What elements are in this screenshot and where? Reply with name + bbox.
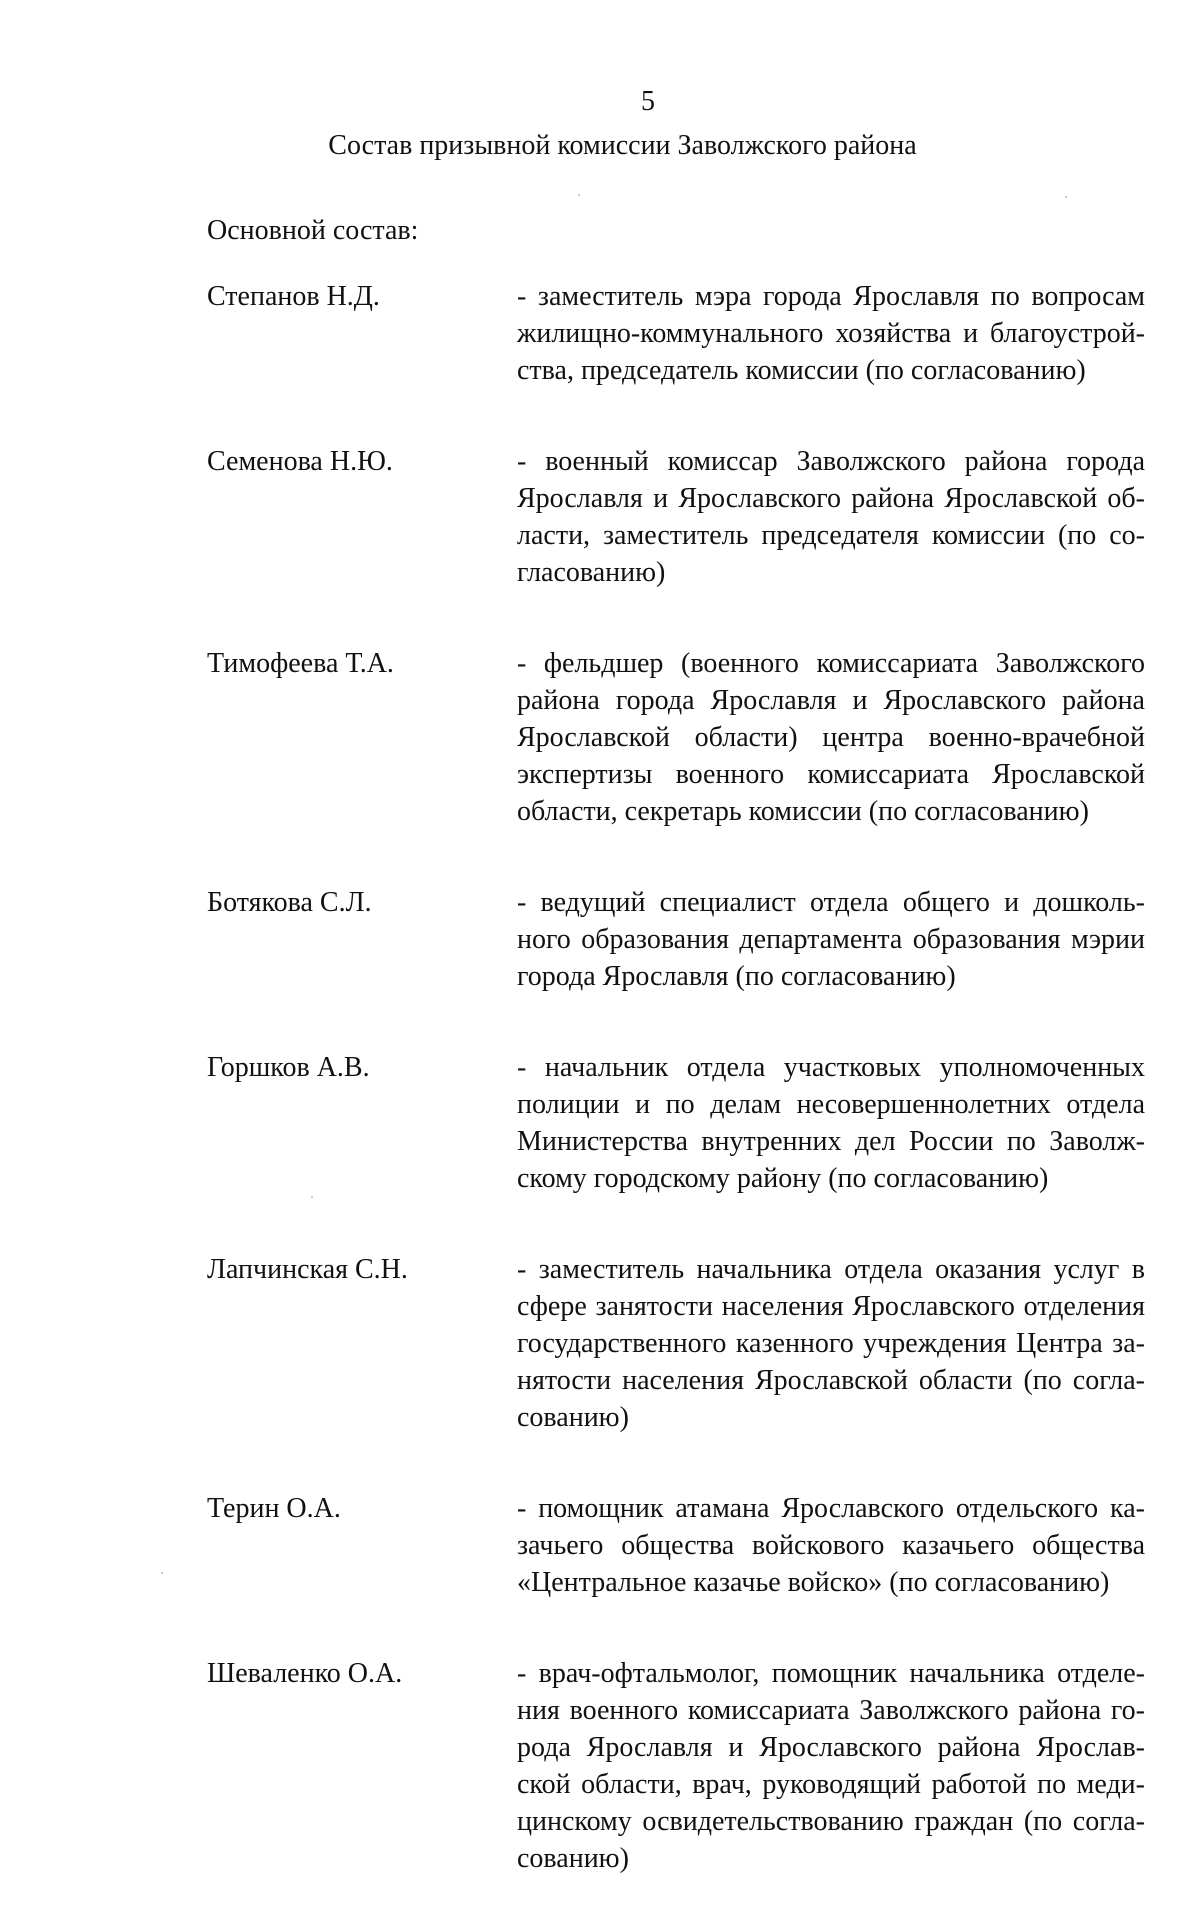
page-title: Состав призывной комиссии Заволжского района: [328, 130, 917, 161]
scan-speck: [1065, 196, 1067, 198]
member-role: - заместитель начальника отдела оказания услуг в сфере занятости населения Ярославского отделения государственного казенного учреждения Центра занятости населения Ярославской области (по согласованию): [517, 1254, 1145, 1433]
member-name: Шеваленко О.А.: [207, 1658, 403, 1689]
member-role: - врач-офтальмолог, помощник начальника отделения военного комиссариата Заволжского района города Ярославля и Ярославского района Ярославской области, врач, руководящий работой по медицинскому освидетельствованию граждан (по согласованию): [517, 1658, 1145, 1874]
member-row: [207, 278, 1145, 389]
member-name: Терин О.А.: [207, 1493, 341, 1524]
page-number: 5: [641, 86, 655, 117]
scan-speck: [578, 194, 580, 196]
section-label: Основной состав:: [207, 215, 419, 246]
member-role: - фельдшер (военного комиссариата Заволжского района города Ярославля и Ярославского района Ярославской области) центра военно-врачебной экспертизы военного комиссариата Ярославской области, секретарь комиссии (по согласованию): [517, 648, 1145, 827]
member-name: Тимофеева Т.А.: [207, 648, 394, 679]
member-name: Горшков А.В.: [207, 1052, 370, 1083]
member-row: [207, 645, 1145, 830]
member-row: [207, 443, 1145, 591]
member-row: [207, 1049, 1145, 1197]
member-row: [207, 1490, 1145, 1601]
member-name: Лапчинская С.Н.: [207, 1254, 408, 1285]
member-name: Степанов Н.Д.: [207, 281, 380, 312]
member-role: - начальник отдела участковых уполномоченных полиции и по делам несовершеннолетних отдела Министерства внутренних дел России по Заволжскому городскому району (по согласованию): [517, 1052, 1145, 1194]
members-list: [207, 278, 1145, 1931]
member-row: [207, 1655, 1145, 1877]
member-name: Ботякова С.Л.: [207, 887, 372, 918]
scan-speck: [311, 1196, 313, 1198]
member-row: [207, 1251, 1145, 1436]
member-row: [207, 884, 1145, 995]
member-role: - помощник атамана Ярославского отдельского казачьего общества войскового казачьего общества «Центральное казачье войско» (по согласованию): [517, 1493, 1145, 1598]
member-name: Семенова Н.Ю.: [207, 446, 393, 477]
member-role: - ведущий специалист отдела общего и дошкольного образования департамента образования мэрии города Ярославля (по согласованию): [517, 887, 1145, 992]
scan-speck: [161, 1572, 163, 1574]
member-role: - заместитель мэра города Ярославля по вопросам жилищно-коммунального хозяйства и благоустройства, председатель комиссии (по согласованию): [517, 281, 1145, 386]
member-role: - военный комиссар Заволжского района города Ярославля и Ярославского района Ярославской области, заместитель председателя комиссии (по согласованию): [517, 446, 1145, 588]
